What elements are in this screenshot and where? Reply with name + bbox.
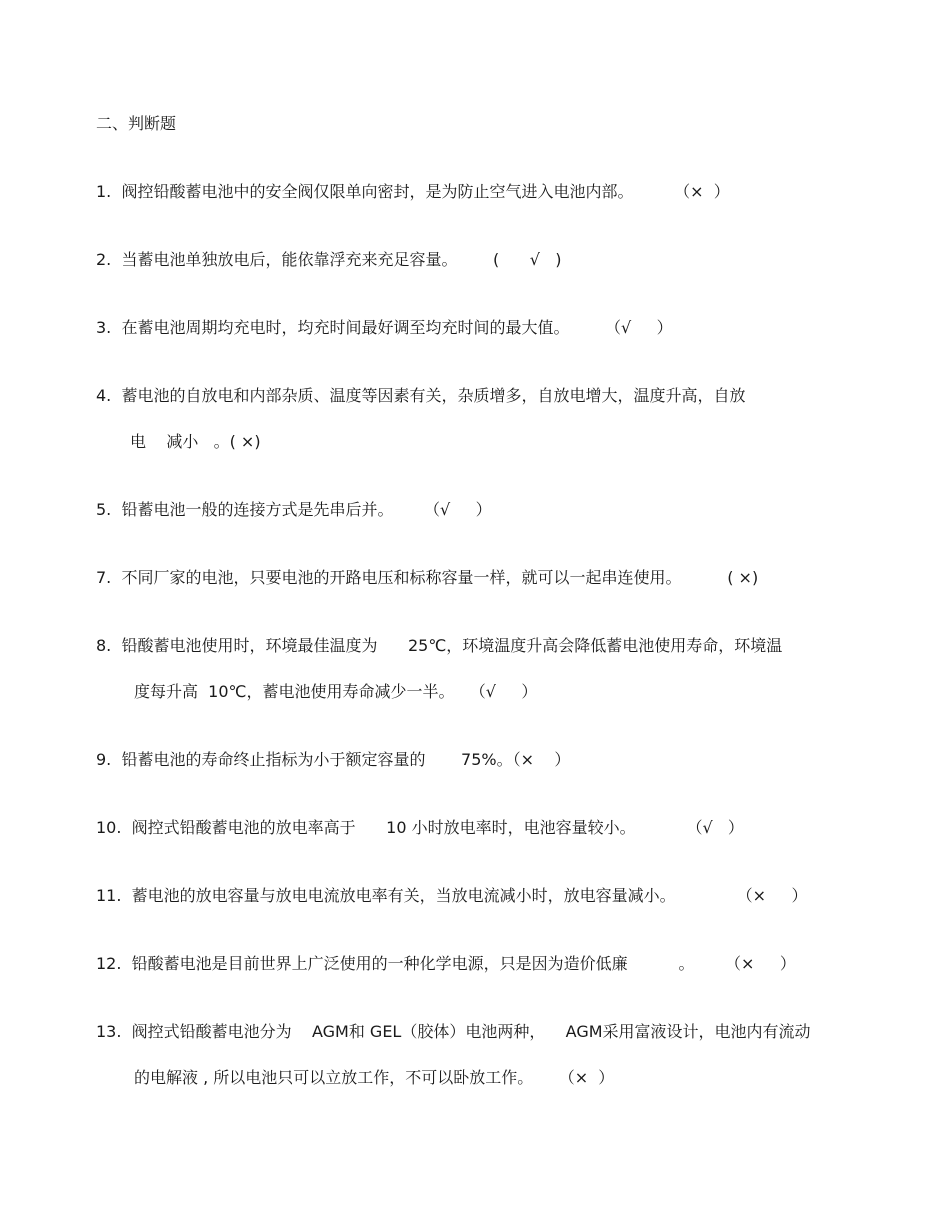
question-12-line-1: 12. 铅酸蓄电池是目前世界上广泛使用的一种化学电源，只是因为造价低廉 。 （× ） bbox=[96, 954, 796, 973]
question-9-line-1: 9. 铅蓄电池的寿命终止指标为小于额定容量的 75%。（× ） bbox=[96, 750, 571, 769]
question-10-line-1: 10. 阀控式铅酸蓄电池的放电率高于 10 小时放电率时，电池容量较小。 （√ ） bbox=[96, 818, 744, 837]
question-7-line-1: 7. 不同厂家的电池，只要电池的开路电压和标称容量一样，就可以一起串连使用。 ( ×) bbox=[96, 568, 759, 587]
question-8-line-2: 度每升高 10℃，蓄电池使用寿命减少一半。 （√ ） bbox=[134, 682, 538, 701]
question-8-line-1: 8. 铅酸蓄电池使用时，环境最佳温度为 25℃，环境温度升高会降低蓄电池使用寿命，环境温 bbox=[96, 636, 783, 655]
question-13-line-1: 13. 阀控式铅酸蓄电池分为 AGM和 GEL（胶体）电池两种， AGM采用富液设计，电池内有流动 bbox=[96, 1022, 811, 1041]
question-5-line-1: 5. 铅蓄电池一般的连接方式是先串后并。 （√ ） bbox=[96, 500, 492, 519]
section-title: 二、判断题 bbox=[96, 114, 177, 133]
question-4-line-1: 4. 蓄电池的自放电和内部杂质、温度等因素有关，杂质增多，自放电增大，温度升高，自放 bbox=[96, 386, 746, 405]
question-11-line-1: 11. 蓄电池的放电容量与放电电流放电率有关，当放电流减小时，放电容量减小。 （× ） bbox=[96, 886, 808, 905]
question-3-line-1: 3. 在蓄电池周期均充电时，均充时间最好调至均充时间的最大值。 （√ ） bbox=[96, 318, 673, 337]
question-1-line-1: 1. 阀控铅酸蓄电池中的安全阀仅限单向密封，是为防止空气进入电池内部。 （× ） bbox=[96, 182, 730, 201]
question-13-line-2: 的电解液 , 所以电池只可以立放工作，不可以卧放工作。 （× ） bbox=[134, 1068, 615, 1087]
question-4-line-2: 电 减小 。( ×) bbox=[130, 432, 261, 451]
question-2-line-1: 2. 当蓄电池单独放电后，能依靠浮充来充足容量。 ( √ ) bbox=[96, 250, 562, 269]
